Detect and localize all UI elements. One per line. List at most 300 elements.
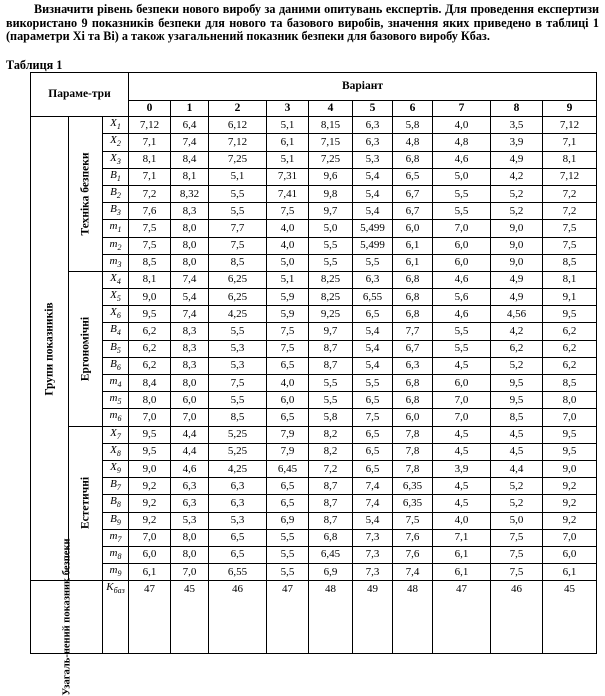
parameter-index: 3 — [117, 259, 122, 269]
value-cell: 5,4 — [171, 289, 209, 306]
value-cell: 9,0 — [491, 237, 543, 254]
variant-number: 9 — [543, 101, 597, 117]
value-cell: 3,9 — [491, 134, 543, 151]
kbaz-value: 47 — [267, 581, 309, 654]
value-cell: 6,7 — [393, 185, 433, 202]
parameter-name — [103, 185, 129, 202]
parameter-symbol: B — [110, 357, 117, 370]
value-cell: 5,5 — [433, 340, 491, 357]
value-cell: 5,1 — [267, 271, 309, 288]
value-cell: 5,5 — [309, 254, 353, 271]
value-cell: 9,0 — [129, 289, 171, 306]
parameter-name — [103, 392, 129, 409]
parameter-name — [103, 117, 129, 134]
value-cell: 7,8 — [393, 426, 433, 443]
value-cell: 9,2 — [129, 478, 171, 495]
value-cell: 7,7 — [209, 220, 267, 237]
parameter-name — [103, 306, 129, 323]
parameter-name — [103, 478, 129, 495]
variant-number: 5 — [353, 101, 393, 117]
value-cell: 6,1 — [393, 237, 433, 254]
value-cell: 5,5 — [433, 203, 491, 220]
parameter-index: 9 — [117, 569, 122, 579]
table-row — [31, 529, 597, 546]
value-cell: 5,3 — [171, 512, 209, 529]
value-cell: 6,5 — [353, 426, 393, 443]
table-row — [31, 392, 597, 409]
parameter-index: 9 — [116, 466, 121, 476]
value-cell: 6,1 — [433, 564, 491, 581]
value-cell: 8,2 — [309, 443, 353, 460]
value-cell: 7,5 — [543, 220, 597, 237]
value-cell: 5,4 — [353, 323, 393, 340]
value-cell: 8,7 — [309, 357, 353, 374]
value-cell: 4,9 — [491, 271, 543, 288]
value-cell: 4,9 — [491, 289, 543, 306]
parameter-symbol: X — [110, 271, 117, 284]
value-cell: 8,7 — [309, 340, 353, 357]
value-cell: 5,9 — [267, 289, 309, 306]
value-cell: 5,1 — [209, 168, 267, 185]
parameter-symbol: X — [110, 460, 117, 473]
value-cell: 8,3 — [171, 203, 209, 220]
value-cell: 4,25 — [209, 306, 267, 323]
value-cell: 7,1 — [543, 134, 597, 151]
parameter-name — [103, 564, 129, 581]
value-cell: 6,8 — [393, 289, 433, 306]
parameter-index: 1 — [116, 122, 121, 132]
parameter-symbol: B — [110, 323, 117, 336]
value-cell: 5,8 — [309, 409, 353, 426]
value-cell: 9,0 — [129, 460, 171, 477]
value-cell: 4,2 — [491, 168, 543, 185]
value-cell: 3,9 — [433, 460, 491, 477]
value-cell: 7,5 — [267, 340, 309, 357]
parameter-index: 4 — [116, 277, 121, 287]
kbaz-value: 48 — [309, 581, 353, 654]
aesthetic-label — [69, 426, 103, 581]
value-cell: 9,7 — [309, 203, 353, 220]
value-cell: 5,3 — [209, 512, 267, 529]
value-cell: 6,3 — [353, 134, 393, 151]
value-cell: 5,4 — [353, 340, 393, 357]
table-row — [31, 237, 597, 254]
parameter-symbol: X — [110, 117, 117, 130]
value-cell: 6,25 — [209, 271, 267, 288]
table-row — [31, 203, 597, 220]
value-cell: 6,0 — [267, 392, 309, 409]
value-cell: 4,0 — [433, 117, 491, 134]
value-cell: 7,5 — [209, 375, 267, 392]
value-cell: 7,6 — [129, 203, 171, 220]
value-cell: 8,1 — [129, 271, 171, 288]
value-cell: 6,5 — [267, 357, 309, 374]
value-cell: 8,0 — [171, 254, 209, 271]
value-cell: 7,4 — [353, 478, 393, 495]
value-cell: 6,3 — [353, 271, 393, 288]
parameter-index: 4 — [117, 380, 122, 390]
value-cell: 6,2 — [491, 340, 543, 357]
value-cell: 7,5 — [267, 323, 309, 340]
value-cell: 7,3 — [353, 564, 393, 581]
value-cell: 8,5 — [129, 254, 171, 271]
parameter-symbol: m — [109, 392, 118, 405]
value-cell: 8,1 — [543, 151, 597, 168]
value-cell: 5,4 — [353, 357, 393, 374]
value-cell: 7,6 — [393, 546, 433, 563]
parameter-symbol: X — [110, 306, 117, 319]
parameter-index: 2 — [116, 139, 121, 149]
parameter-index: 6 — [116, 363, 121, 372]
value-cell: 5,5 — [309, 237, 353, 254]
value-cell: 9,2 — [543, 512, 597, 529]
parameter-index: 9 — [116, 517, 121, 527]
value-cell: 8,4 — [171, 151, 209, 168]
kbaz-value: 46 — [491, 581, 543, 654]
parameter-name — [103, 581, 129, 654]
parameter-symbol: m — [109, 564, 118, 577]
value-cell: 5,5 — [209, 392, 267, 409]
value-cell: 8,5 — [209, 254, 267, 271]
value-cell: 8,0 — [171, 529, 209, 546]
value-cell: 6,45 — [309, 546, 353, 563]
variant-header: Варіант — [129, 73, 597, 101]
table-row — [31, 220, 597, 237]
value-cell: 7,12 — [543, 117, 597, 134]
value-cell: 7,4 — [171, 271, 209, 288]
value-cell: 6,9 — [267, 512, 309, 529]
table-row — [31, 289, 597, 306]
value-cell: 7,25 — [309, 151, 353, 168]
value-cell: 6,25 — [209, 289, 267, 306]
value-cell: 8,5 — [209, 409, 267, 426]
parameter-index: 3 — [116, 156, 121, 166]
value-cell: 7,0 — [433, 220, 491, 237]
value-cell: 8,0 — [171, 546, 209, 563]
value-cell: 6,5 — [267, 409, 309, 426]
value-cell: 5,5 — [267, 529, 309, 546]
parameter-index: 8 — [116, 500, 121, 510]
value-cell: 7,15 — [309, 134, 353, 151]
value-cell: 9,5 — [491, 375, 543, 392]
value-cell: 5,0 — [491, 512, 543, 529]
value-cell: 4,5 — [433, 478, 491, 495]
value-cell: 7,2 — [543, 203, 597, 220]
parameter-name — [103, 237, 129, 254]
value-cell: 8,1 — [171, 168, 209, 185]
variant-number: 7 — [433, 101, 491, 117]
value-cell: 7,2 — [129, 185, 171, 202]
value-cell: 5,0 — [433, 168, 491, 185]
value-cell: 7,0 — [433, 409, 491, 426]
parameter-index: 2 — [117, 242, 122, 252]
value-cell: 4,6 — [433, 151, 491, 168]
value-cell: 8,32 — [171, 185, 209, 202]
table-row — [31, 495, 597, 512]
value-cell: 9,5 — [491, 392, 543, 409]
value-cell: 6,1 — [129, 564, 171, 581]
value-cell: 4,5 — [433, 357, 491, 374]
value-cell: 5,5 — [309, 392, 353, 409]
parameter-index: 7 — [117, 534, 122, 544]
value-cell: 6,55 — [353, 289, 393, 306]
value-cell: 5,2 — [491, 185, 543, 202]
value-cell: 4,5 — [433, 495, 491, 512]
parameter-name — [103, 323, 129, 340]
table-row — [31, 323, 597, 340]
parameter-name — [103, 203, 129, 220]
value-cell: 6,5 — [353, 306, 393, 323]
parameter-index: 6 — [117, 414, 122, 424]
value-cell: 7,1 — [129, 168, 171, 185]
parameter-index: баз — [113, 586, 125, 596]
value-cell: 5,9 — [267, 306, 309, 323]
value-cell: 6,0 — [171, 392, 209, 409]
value-cell: 8,15 — [309, 117, 353, 134]
table-row — [31, 254, 597, 271]
value-cell: 7,3 — [353, 529, 393, 546]
parameter-index: 8 — [117, 552, 122, 562]
table-row — [31, 151, 597, 168]
value-cell: 8,3 — [171, 340, 209, 357]
parameter-index: 2 — [116, 191, 121, 201]
value-cell: 7,1 — [129, 134, 171, 151]
value-cell: 7,5 — [491, 546, 543, 563]
value-cell: 9,0 — [543, 460, 597, 477]
value-cell: 5,4 — [353, 168, 393, 185]
value-cell: 6,1 — [543, 564, 597, 581]
value-cell: 7,0 — [171, 564, 209, 581]
value-cell: 6,9 — [309, 564, 353, 581]
value-cell: 5,5 — [353, 254, 393, 271]
value-cell: 6,7 — [393, 340, 433, 357]
value-cell: 6,3 — [353, 117, 393, 134]
value-cell: 6,8 — [309, 529, 353, 546]
groups-label — [31, 117, 69, 581]
value-cell: 5,5 — [433, 185, 491, 202]
table-row — [31, 546, 597, 563]
value-cell: 7,25 — [209, 151, 267, 168]
value-cell: 5,2 — [491, 357, 543, 374]
variant-number: 8 — [491, 101, 543, 117]
kbaz-value: 46 — [209, 581, 267, 654]
value-cell: 5,4 — [353, 203, 393, 220]
value-cell: 5,5 — [209, 323, 267, 340]
parameter-name — [103, 512, 129, 529]
value-cell: 7,5 — [209, 237, 267, 254]
value-cell: 8,0 — [543, 392, 597, 409]
parameter-name — [103, 168, 129, 185]
value-cell: 6,2 — [543, 323, 597, 340]
value-cell: 7,5 — [353, 409, 393, 426]
value-cell: 9,5 — [129, 306, 171, 323]
value-cell: 4,0 — [267, 237, 309, 254]
value-cell: 4,6 — [433, 306, 491, 323]
value-cell: 6,7 — [393, 203, 433, 220]
value-cell: 5,3 — [209, 357, 267, 374]
value-cell: 6,2 — [129, 323, 171, 340]
value-cell: 5,2 — [491, 495, 543, 512]
value-cell: 7,4 — [171, 134, 209, 151]
value-cell: 7,1 — [433, 529, 491, 546]
parameter-index: 8 — [116, 448, 121, 458]
table-row — [31, 306, 597, 323]
table-row — [31, 271, 597, 288]
table-row — [31, 340, 597, 357]
parameter-index: 7 — [116, 483, 121, 493]
value-cell: 7,0 — [543, 529, 597, 546]
value-cell: 5,25 — [209, 443, 267, 460]
value-cell: 6,3 — [171, 478, 209, 495]
value-cell: 6,3 — [393, 357, 433, 374]
value-cell: 6,2 — [543, 357, 597, 374]
value-cell: 9,7 — [309, 323, 353, 340]
kbaz-value: 45 — [543, 581, 597, 654]
value-cell: 8,0 — [171, 220, 209, 237]
value-cell: 5,3 — [353, 151, 393, 168]
parameter-index: 7 — [116, 431, 121, 441]
parameter-index: 5 — [116, 294, 121, 304]
value-cell: 5,5 — [267, 564, 309, 581]
parameter-index: 4 — [116, 328, 121, 338]
value-cell: 6,3 — [209, 478, 267, 495]
value-cell: 9,2 — [543, 478, 597, 495]
value-cell: 7,5 — [267, 203, 309, 220]
value-cell: 4,9 — [491, 151, 543, 168]
value-cell: 7,31 — [267, 168, 309, 185]
technical-safety-label — [69, 117, 103, 272]
table-row — [31, 512, 597, 529]
parameter-name — [103, 443, 129, 460]
value-cell: 6,5 — [267, 495, 309, 512]
value-cell: 6,5 — [209, 529, 267, 546]
parameter-name — [103, 134, 129, 151]
parameter-name — [103, 271, 129, 288]
value-cell: 6,55 — [209, 564, 267, 581]
parameter-symbol: m — [109, 237, 118, 250]
value-cell: 6,1 — [267, 134, 309, 151]
value-cell: 7,4 — [171, 306, 209, 323]
value-cell: 6,8 — [393, 306, 433, 323]
value-cell: 6,8 — [393, 392, 433, 409]
value-cell: 8,3 — [171, 323, 209, 340]
value-cell: 5,5 — [267, 546, 309, 563]
value-cell: 4,2 — [491, 323, 543, 340]
table-row — [31, 375, 597, 392]
parameter-index: 5 — [116, 345, 121, 355]
value-cell: 7,9 — [267, 443, 309, 460]
value-cell: 6,8 — [393, 151, 433, 168]
value-cell: 4,4 — [171, 426, 209, 443]
value-cell: 8,3 — [171, 357, 209, 374]
groups-label-text: Групи показників — [43, 302, 55, 396]
value-cell: 7,5 — [543, 237, 597, 254]
value-cell: 6,0 — [393, 409, 433, 426]
value-cell: 8,5 — [491, 409, 543, 426]
ergonomic-label — [69, 271, 103, 426]
value-cell: 4,56 — [491, 306, 543, 323]
kbaz-value: 47 — [433, 581, 491, 654]
table-row — [31, 409, 597, 426]
value-cell: 7,2 — [543, 185, 597, 202]
parameter-symbol: X — [110, 426, 117, 439]
parameter-name — [103, 495, 129, 512]
value-cell: 7,4 — [353, 495, 393, 512]
value-cell: 6,8 — [393, 271, 433, 288]
parameter-name — [103, 426, 129, 443]
generalized-label-text: Узагаль-нений показник безпеки — [61, 538, 72, 696]
value-cell: 5,4 — [353, 185, 393, 202]
parameter-symbol: B — [110, 168, 117, 181]
value-cell: 5,3 — [209, 340, 267, 357]
table-row — [31, 117, 597, 134]
parameter-symbol: m — [109, 529, 118, 542]
value-cell: 5,5 — [353, 375, 393, 392]
value-cell: 6,0 — [393, 220, 433, 237]
value-cell: 8,0 — [171, 375, 209, 392]
value-cell: 6,35 — [393, 495, 433, 512]
value-cell: 7,5 — [491, 529, 543, 546]
parameter-symbol: X — [110, 443, 117, 456]
table-row — [31, 564, 597, 581]
kbaz-value: 49 — [353, 581, 393, 654]
parameter-index: 6 — [116, 311, 121, 321]
value-cell: 5,4 — [353, 512, 393, 529]
parameter-name — [103, 220, 129, 237]
value-cell: 6,5 — [393, 168, 433, 185]
value-cell: 6,0 — [129, 546, 171, 563]
value-cell: 8,0 — [171, 237, 209, 254]
generalized-label — [31, 538, 103, 696]
params-header: Параме-три — [31, 73, 129, 117]
value-cell: 6,3 — [209, 495, 267, 512]
value-cell: 5,5 — [209, 185, 267, 202]
value-cell: 5,0 — [267, 254, 309, 271]
value-cell: 5,5 — [209, 203, 267, 220]
value-cell: 5,5 — [433, 323, 491, 340]
value-cell: 7,5 — [393, 512, 433, 529]
value-cell: 4,5 — [491, 443, 543, 460]
value-cell: 7,5 — [129, 220, 171, 237]
value-cell: 8,25 — [309, 289, 353, 306]
value-cell: 8,7 — [309, 512, 353, 529]
value-cell: 5,499 — [353, 237, 393, 254]
table-row — [31, 443, 597, 460]
value-cell: 8,7 — [309, 495, 353, 512]
value-cell: 6,2 — [543, 340, 597, 357]
value-cell: 5,8 — [393, 117, 433, 134]
value-cell: 5,2 — [491, 478, 543, 495]
value-cell: 4,0 — [267, 375, 309, 392]
value-cell: 7,4 — [393, 564, 433, 581]
value-cell: 4,6 — [171, 460, 209, 477]
parameter-symbol: m — [109, 546, 118, 559]
value-cell: 6,45 — [267, 460, 309, 477]
value-cell: 7,8 — [393, 443, 433, 460]
value-cell: 6,12 — [209, 117, 267, 134]
kbaz-value: 48 — [393, 581, 433, 654]
parameter-name — [103, 357, 129, 374]
value-cell: 5,1 — [267, 151, 309, 168]
variant-number: 6 — [393, 101, 433, 117]
value-cell: 9,5 — [543, 443, 597, 460]
kbaz-value: 47 — [129, 581, 171, 654]
value-cell: 6,5 — [267, 478, 309, 495]
value-cell: 4,4 — [171, 443, 209, 460]
parameter-symbol: K — [106, 581, 114, 594]
value-cell: 4,5 — [433, 443, 491, 460]
value-cell: 6,0 — [543, 546, 597, 563]
